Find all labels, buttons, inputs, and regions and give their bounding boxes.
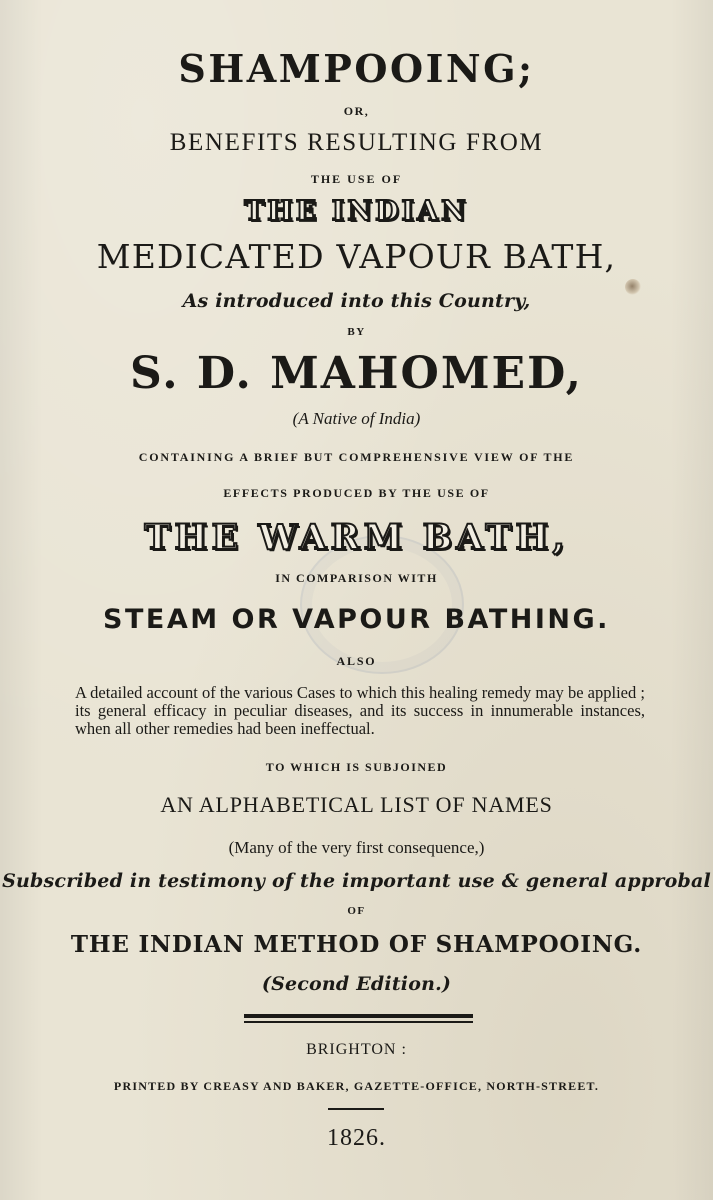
title: SHAMPOOING; <box>178 46 535 91</box>
by-line: BY <box>347 326 366 338</box>
also-line: ALSO <box>336 654 377 668</box>
short-rule <box>328 1108 384 1110</box>
detailed-account-paragraph: A detailed account of the various Cases to which this healing remedy may be applied ; its general efficacy in peculiar diseases, and its success in innumerable instances, when all other remedies had been ineffectual. <box>75 683 645 738</box>
author-name: S. D. MAHOMED, <box>130 348 583 399</box>
alphabetical-list-line: AN ALPHABETICAL LIST OF NAMES <box>160 792 553 817</box>
year-line: 1826. <box>327 1125 386 1151</box>
medicated-vapour-bath: MEDICATED VAPOUR BATH, <box>96 237 617 276</box>
comparison-line: IN COMPARISON WITH <box>275 571 438 585</box>
subscribed-line: Subscribed in testimony of the important use & general approbal <box>2 870 711 892</box>
double-rule-bottom <box>244 1021 473 1023</box>
native-of-india: (A Native of India) <box>292 409 421 428</box>
benefits-line: BENEFITS RESULTING FROM <box>169 129 544 156</box>
second-edition-line: (Second Edition.) <box>261 973 452 995</box>
printer-line: PRINTED BY CREASY AND BAKER, GAZETTE-OFFICE, NORTH-STREET. <box>113 1079 600 1093</box>
or-line: OR, <box>343 104 370 118</box>
use-of-line: THE USE OF <box>310 172 403 186</box>
of-line: OF <box>347 905 366 917</box>
introduced-line: As introduced into this Country, <box>182 290 531 312</box>
indian-method-line: THE INDIAN METHOD OF SHAMPOOING. <box>70 931 643 958</box>
double-rule-top <box>244 1014 473 1018</box>
subjoined-line: TO WHICH IS SUBJOINED <box>265 760 448 774</box>
steam-vapour-bathing: STEAM OR VAPOUR BATHING. <box>103 604 610 635</box>
the-indian: THE INDIAN <box>244 196 469 227</box>
consequence-line: (Many of the very first consequence,) <box>228 838 485 857</box>
place-line: BRIGHTON : <box>306 1041 407 1058</box>
effects-line: EFFECTS PRODUCED BY THE USE OF <box>223 486 490 500</box>
warm-bath: THE WARM BATH, <box>144 517 569 558</box>
containing-line: CONTAINING A BRIEF BUT COMPREHENSIVE VIEW OF THE <box>138 450 575 464</box>
